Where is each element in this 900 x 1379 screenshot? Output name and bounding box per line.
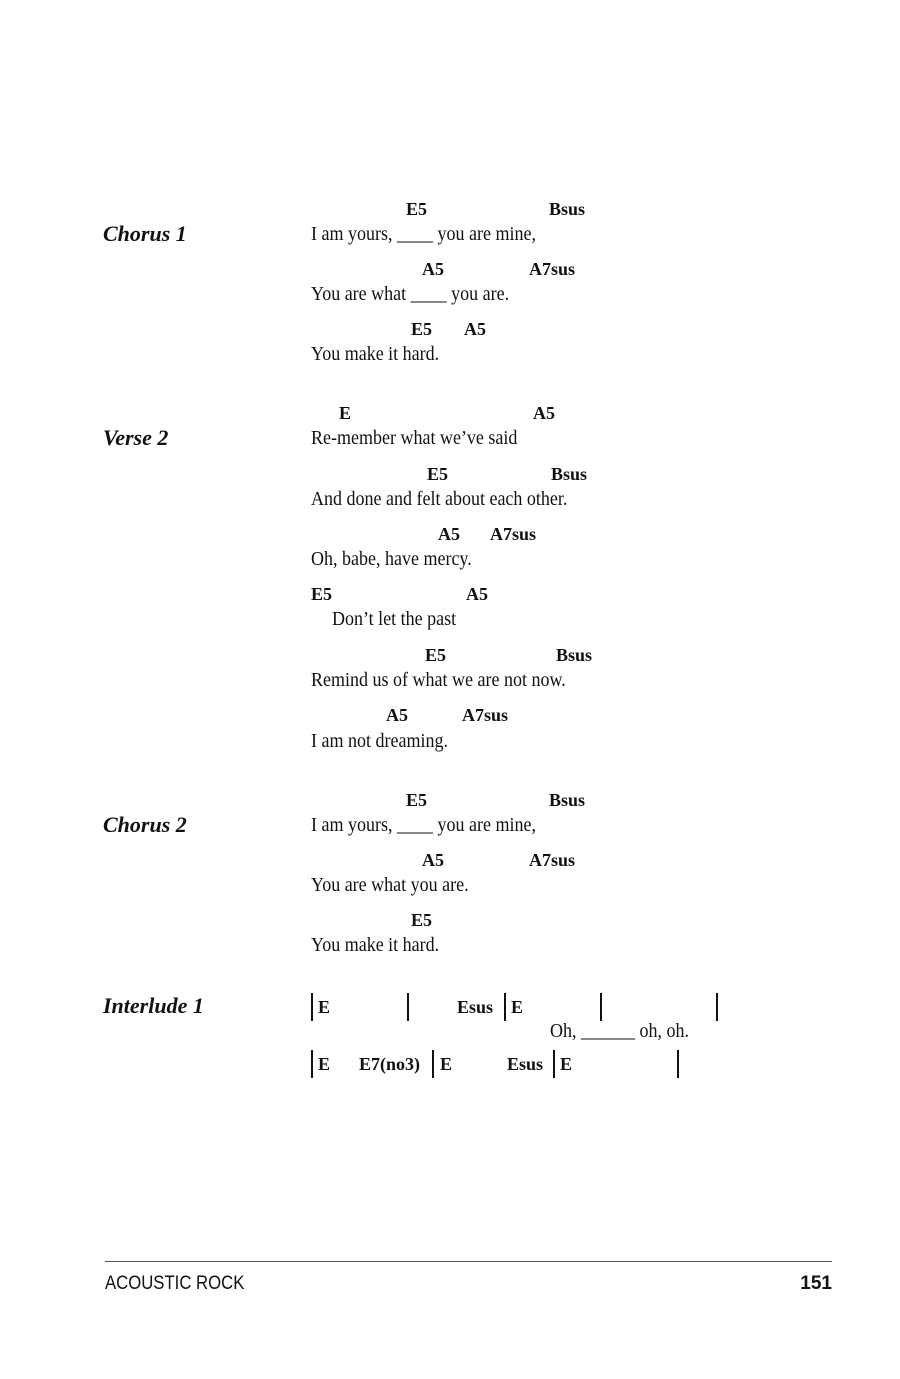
lyric-line: And done and felt about each other. [311,488,568,510]
lyric-line: You make it hard. [311,934,440,956]
chord: E5 [406,790,428,810]
chord: E5 [411,319,433,339]
chord: E [440,1054,453,1074]
chord: A5 [386,705,408,725]
chord: Bsus [551,464,588,484]
chord: E5 [406,199,428,219]
section-label-chorus-2: Chorus 2 [103,812,187,837]
chord: E5 [425,645,447,665]
lyric-line: Oh, babe, have mercy. [311,548,472,570]
lyric-line: Remind us of what we are not now. [311,669,566,691]
chord: A5 [466,584,488,604]
chord: A5 [533,403,555,423]
section-label-chorus-1: Chorus 1 [103,221,187,246]
chord: A7sus [462,705,509,725]
chord: E5 [311,584,333,604]
chord: A5 [464,319,486,339]
barline [716,993,718,1021]
section-label-interlude-1: Interlude 1 [103,993,204,1018]
lyric-line: Don’t let the past [332,608,457,630]
footer-book-title: ACOUSTIC ROCK [105,1273,245,1294]
chord: Bsus [556,645,593,665]
chord: E5 [427,464,449,484]
lyric-line: I am yours, ____ you are mine, [311,814,536,836]
chord: Esus [457,997,494,1017]
barline [677,1050,679,1078]
chord: A5 [422,259,444,279]
barline [553,1050,555,1078]
lyric-line: Oh, ______ oh, oh. [550,1020,690,1042]
barline [504,993,506,1021]
page-number: 151 [800,1273,832,1294]
barline [311,1050,313,1078]
chord: Esus [507,1054,544,1074]
lyric-line: I am yours, ____ you are mine, [311,223,536,245]
lyric-line: Re-member what we’ve said [311,427,518,449]
lyric-line: I am not dreaming. [311,730,448,752]
chord: A5 [422,850,444,870]
lyric-line: You are what ____ you are. [311,283,510,305]
barline [311,993,313,1021]
lyric-line: You are what you are. [311,874,469,896]
chord: E [318,1054,331,1074]
chord: E5 [411,910,433,930]
chord: E [511,997,524,1017]
barline [432,1050,434,1078]
chord: E7(no3) [359,1054,421,1074]
lyric-line: You make it hard. [311,343,440,365]
chord: E [318,997,331,1017]
chord: Bsus [549,199,586,219]
chord: A7sus [529,850,576,870]
chord: A7sus [529,259,576,279]
barline [407,993,409,1021]
barline [600,993,602,1021]
chord: A7sus [490,524,537,544]
footer-rule [105,1261,832,1262]
chord: A5 [438,524,460,544]
chord: E [560,1054,573,1074]
chord: Bsus [549,790,586,810]
chord: E [339,403,352,423]
section-label-verse-2: Verse 2 [103,425,169,450]
